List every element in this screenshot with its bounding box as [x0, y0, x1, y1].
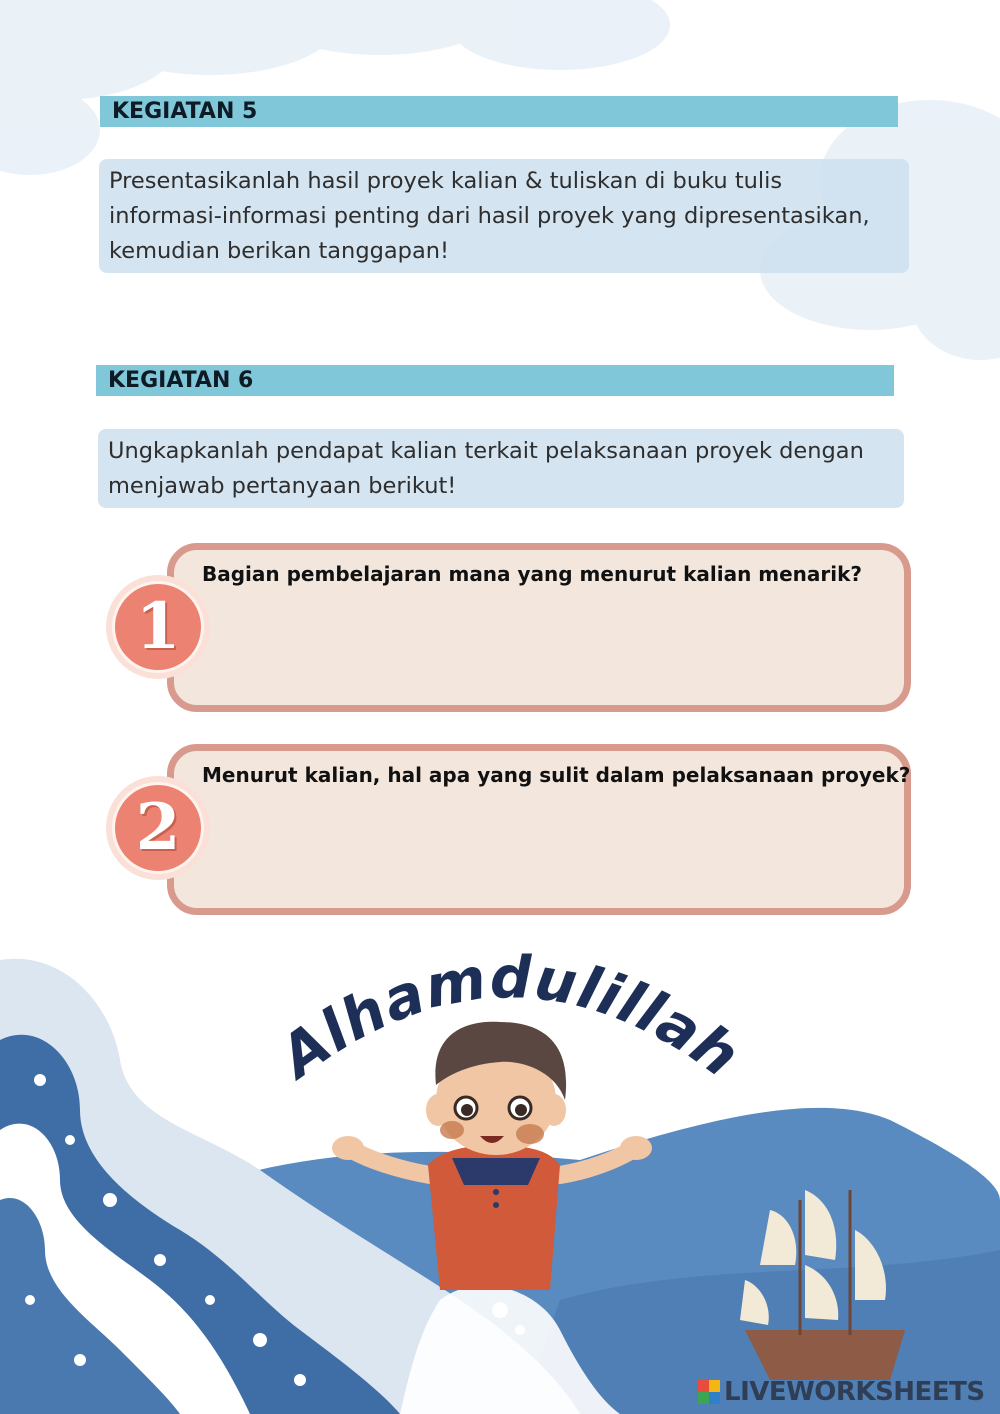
question-1-answer-box[interactable] [167, 543, 911, 712]
liveworksheets-watermark [698, 1379, 985, 1405]
question-1-number-badge [106, 575, 210, 679]
liveworksheets-logo-icon [698, 1380, 720, 1404]
section-header-kegiatan-5: KEGIATAN 5 [100, 96, 898, 127]
question-1-number: 1 [112, 581, 204, 673]
instruction-kegiatan-5: Presentasikanlah hasil proyek kalian & tuliskan di buku tulis informasi-informasi penting dari hasil proyek yang dipresentasikan, kemudian berikan tanggapan! [99, 159, 909, 273]
question-2-number-badge [106, 776, 210, 880]
question-2-answer-box[interactable] [167, 744, 911, 915]
question-2-text: Menurut kalian, hal apa yang sulit dalam pelaksanaan proyek? [202, 763, 911, 787]
question-2-number: 2 [112, 782, 204, 874]
question-1-text: Bagian pembelajaran mana yang menurut kalian menarik? [202, 562, 863, 586]
watermark-text: LIVEWORKSHEETS [724, 1377, 985, 1407]
section-header-kegiatan-6: KEGIATAN 6 [96, 365, 894, 396]
closing-word: Alhamdulillah [267, 943, 753, 1091]
instruction-kegiatan-6: Ungkapkanlah pendapat kalian terkait pelaksanaan proyek dengan menjawab pertanyaan berikut! [98, 429, 904, 508]
